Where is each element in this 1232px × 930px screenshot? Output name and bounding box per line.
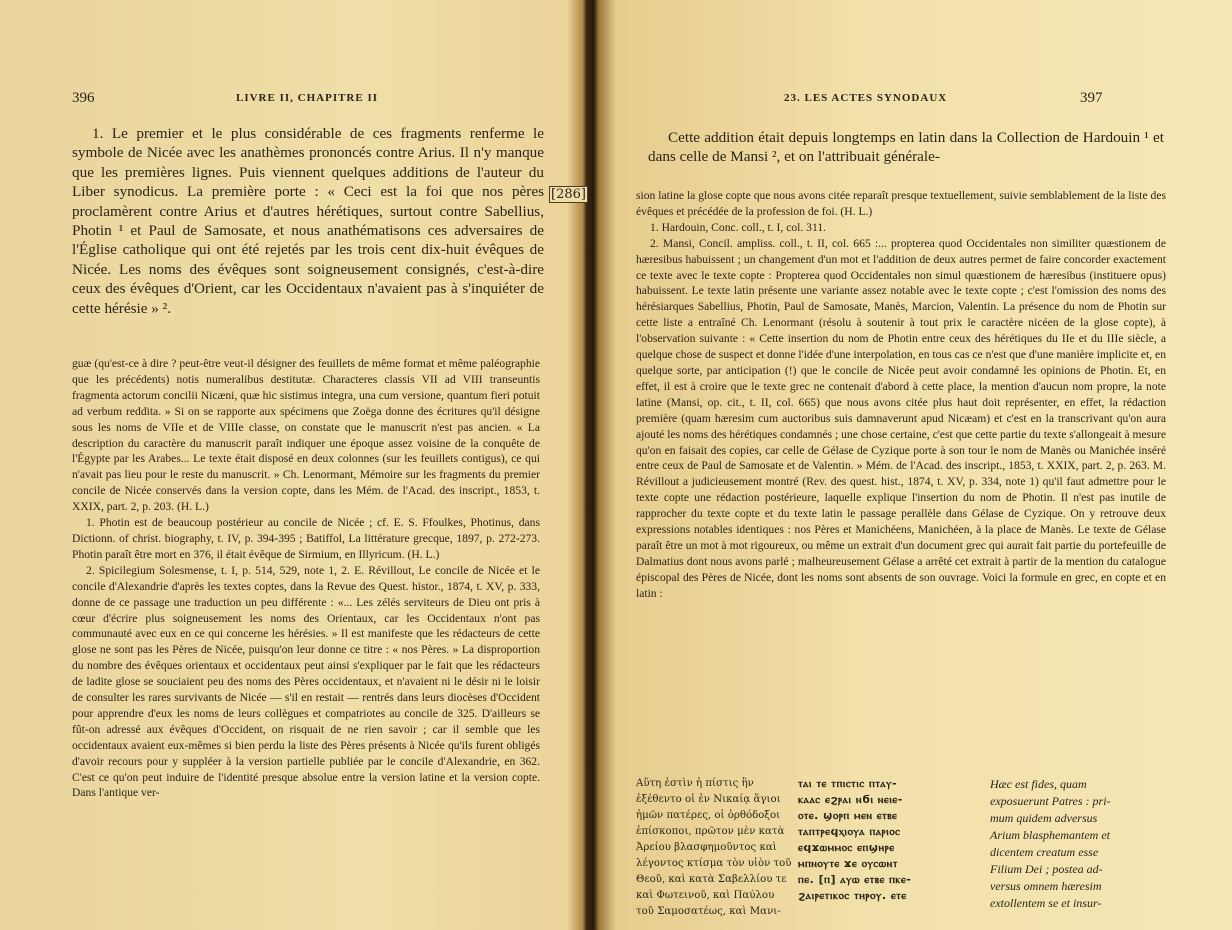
running-head-right: 23. LES ACTES SYNODAUX xyxy=(784,92,948,104)
margin-page-bracket: [286] xyxy=(551,187,586,202)
coptic-line: ϩⲁⲓⲣⲉⲧⲓⲕⲟⲥ ⲧⲏⲣⲟⲩ. ⲉⲧⲉ xyxy=(798,889,907,902)
latin-line: Arium blasphemantem et xyxy=(990,828,1110,842)
main-paragraph-right: Cette addition était depuis longtemps en latin dans la Collection de Hardouin ¹ et dans celle de Mansi ², et on l'attribuait générale- xyxy=(648,129,1164,166)
main-text-left xyxy=(72,124,544,318)
footnotes-left xyxy=(72,356,540,801)
footnotes-right xyxy=(636,188,1166,602)
greek-line: τοῦ Σαμοσατέως, καὶ Μανι- xyxy=(636,906,781,917)
greek-line: ἐξέθεντο οἱ ἐν Νικαίᾳ ἅγιοι xyxy=(636,794,781,805)
footnote-1-left: 1. Photin est de beaucoup postérieur au concile de Nicée ; cf. E. S. Ffoulkes, Photinus, dans Dictionn. of christ. biography, t. IV, p. 394-395 ; Batiffol, La littérature grecque, 1897, p. 272-273. Photin paraît être mort en 376, il était évêque de Sirmium, en Illyricum. (H. L.) xyxy=(72,516,540,561)
footnote-2-left: 2. Spicilegium Solesmense, t. I, p. 514, 529, note 1, 2. E. Révillout, Le concile de Nicée et le concile d'Alexandrie d'après les textes coptes, dans la Revue des Quest. histor., 1874, t. XV, p. 333, donne de ce passage une traduction un peu différente : «... Les zélés serviteurs de Dieu ont pris à cœur d'écrire plus soigneusement les noms des Orientaux, car les Occidentaux n'ont pas communauté avec eux en ce qui concerne les hérésies. » Il est manifeste que les rédacteurs de cette glose ne sont pas les Pères de Nicée, puisqu'on leur donne ce titre : « nos Pères. » La disproportion du nombre des évêques orientaux et occidentaux peut ainsi s'expliquer par le fait que les rédacteurs de ladite glose se souciaient peu des noms des Pères occidentaux, et n'avaient ni le désir ni le loisir de consulter les rares survivants de Nicée — s'il en restait — rentrés dans leurs diocèses d'Occident pour apprendre d'eux les noms de leurs collègues et compatriotes au concile de 325. D'ailleurs se fût-on adressé aux évêques d'Occident, on risquait de ne rien savoir ; car il semble que les occidentaux avaient eux-mêmes si bien perdu la liste des Pères présents à Nicée qu'ils furent obligés d'avoir recours pour y suppléer à la version partielle publiée par le concile d'Alexandrie, en 362. C'est ce qu'on peut induire de l'identité presque absolue entre la version latine et la version copte. Dans l'antique ver- xyxy=(72,563,540,800)
latin-line: Filium Dei ; postea ad- xyxy=(990,862,1103,876)
greek-line: Ἀρείου βλασφημοῦντος καὶ xyxy=(636,842,777,853)
footnote-continuation-right: sion latine la glose copte que nous avons citée reparaît presque textuellement, suivie semblablement de la liste des évêques et précédée de la profession de foi. (H. L.) xyxy=(636,189,1166,218)
footnote-continuation: guæ (qu'est-ce à dire ? peut-être veut-il désigner des feuillets de même format et même paléographie que les précédents) notis numeralibus destitutæ. Characteres classis VII ad VIII transeuntis fragmenta actorum concilii Nicæni, quæ hic sistimus integra, una cum versione, quantum fieri potuit ad verbum reddita. » Si on se rapporte aux spécimens que Zoëga donne des écritures qu'il désigne sous les noms de VIIe et de VIIIe classe, on constate que le manuscrit n'est pas ancien. « La description du caractère du manuscrit paraît indiquer une époque assez voisine de la conquête de l'Égypte par les Arabes... Le texte était disposé en deux colonnes (sur les feuillets contigus), ce qui n'avait pas lieu pour le reste du manuscrit. » Ch. Lenormant, Mémoire sur les fragments du premier concile de Nicée conservés dans la version copte, dans les Mém. de l'Acad. des inscript., 1853, t. XXIX, part. 2, p. 203. (H. L.) xyxy=(72,357,540,514)
greek-line: ἐπίσκοποι, πρῶτον μὲν κατὰ xyxy=(636,826,785,837)
latin-line: exposuerunt Patres : pri- xyxy=(990,794,1111,808)
coptic-line: ⲧⲁⲓ ⲧⲉ ⲧⲡⲓⲥⲧⲓⲥ ⲡⲧⲁⲩ- xyxy=(798,777,898,790)
main-paragraph-left: 1. Le premier et le plus considérable de ces fragments renferme le symbole de Nicée avec les anathèmes prononcés contre Arius. Il n'y manque que les premières lignes. Puis viennent quelques additions de l'auteur du Liber synodicus. La première porte : « Ceci est la foi que nos pères proclamèrent contre Arius et d'autres hérétiques, surtout contre Sabellius, Photin ¹ et Paul de Samosate, et nous anathématisons ces adversaires de l'Église catholique qui ont été rejetés par les trois cent dix-huit évêques de Nicée. Les noms des évêques sont soigneusement consignés, c'est-à-dire ceux des évêques d'Orient, car les Occidentaux n'avaient pas à s'inquiéter de cette hérésie » ². xyxy=(72,125,544,317)
latin-line: dicentem creatum esse xyxy=(990,845,1099,859)
footnote-2-right: 2. Mansi, Concil. ampliss. coll., t. II, col. 665 :... propterea quod Occidentales non similiter quæstionem de hæresibus habuissent ; un changement d'un mot et l'addition de deux autres permet de faire concorder exactement ce texte avec le texte copte : Propterea quod Occidentales non simul quæstionem de hæresibus (instituere opus) habuissent. Le texte latin présente une variante assez notable avec le texte copte ; c'est l'omission des noms des hérésiarques Sabellius, Photin, Paul de Samosate, Manès, Marcion, Valentin. La présence du nom de Photin sur cette liste a entraîné Ch. Lenormant (résolu à soutenir à tout prix le caractère nicéen de la glose copte), à l'observation suivante : « Cette insertion du nom de Photin entre ceux des hérétiques du IIe et du IIIe siècle, a quelque chose de suspect et donne l'idée d'une interpolation, en tous cas ce n'est que d'une manière implicite et, en quelque sorte, par anticipation (!) que le concile de Nicée peut avoir condamné les opinions de Photin. Et, en effet, il est à croire que le texte grec ne contenait d'abord à cette place, la mention d'aucun nom propre, la note latine (Mansi, op. cit., t. II, col. 665) que nous avons citée plus haut doit représenter, en effet, la rédaction première (quam hæresim cum auctoribus suis damnaverunt apud Nicæam) et c'est en la transcrivant qu'on aura ajouté les noms des hérétiques condamnés ; une chose certaine, c'est que cette partie du texte s'allongeait à mesure qu'on en faisait des copies, car celle de Gélase de Cyzique porte à son tour le nom de Manès ou Manichée inséré entre ceux de Paul de Samosate et de Valentin. » Mém. de l'Acad. des inscript., 1853, t. XXIX, part. 2, p. 263. M. Révillout a judicieusement montré (Rev. des quest. hist., 1874, t. XV, p. 334, note 1) qu'il faut admettre pour le texte copte une rédaction postérieure, laquelle explique l'insertion du nom de Photin. Il n'est pas inutile de rapprocher du texte copte et du texte latin le passage perallèle dans Gélase de Cyzique. On y retrouve deux expressions notables identiques : nos Pères et Manichéens, Manichéen, à la place de Manès. Le texte de Gélase paraît être un mot à mot rigoureux, ou même un extrait d'un document grec qui aurait fait partie du portefeuille de Dalmatius dont nous avons parlé ; malheureusement Gélase a arrêté cet extrait à partir de la mention du catalogue épiscopal des Pères de Nicée, dont les noms sont absents de son ouvrage. Voici la formule en grec, en copte et en latin : xyxy=(636,236,1166,600)
coptic-line: ⲡⲉ. [ⲡ] ⲁⲩⲱ ⲉⲧⲃⲉ ⲡⲕⲉ- xyxy=(798,873,912,886)
page-number-right: 397 xyxy=(1080,90,1103,106)
running-head-left: LIVRE II, CHAPITRE II xyxy=(236,92,379,104)
right-page xyxy=(596,0,1232,930)
page-number-left: 396 xyxy=(72,90,95,106)
coptic-line: ⲕⲁⲁⲥ ⲉϩⲣⲁⲓ ⲛϭⲓ ⲛⲉⲓⲉ- xyxy=(798,793,903,806)
parallel-text-columns xyxy=(636,776,1166,916)
greek-line: Θεοῦ, καὶ κατὰ Σαβελλίου τε xyxy=(636,874,787,885)
footnote-1-right: 1. Hardouin, Conc. coll., t. I, col. 311. xyxy=(650,220,827,234)
coptic-line: ⲉϥϫⲱⲙⲙⲟⲥ ⲉⲡϣⲏⲣⲉ xyxy=(798,841,895,854)
coptic-line: ⲙⲡⲛⲟⲩⲧⲉ ϫⲉ ⲟⲩⲥⲱⲛⲧ xyxy=(798,857,899,870)
latin-line: Hæc est fides, quam xyxy=(990,777,1087,791)
coptic-column xyxy=(798,776,974,904)
main-text-right xyxy=(648,128,1164,167)
left-page xyxy=(0,0,572,930)
greek-line: λέγοντος κτίσμα τὸν υἱὸν τοῦ xyxy=(636,858,792,869)
coptic-line: ⲟⲧⲉ. ϣⲟⲣⲡ ⲙⲉⲛ ⲉⲧⲃⲉ xyxy=(798,809,898,822)
greek-column xyxy=(636,776,792,920)
latin-line: extollentem se et insur- xyxy=(990,896,1102,910)
greek-line: ἡμῶν πατέρες, οἱ ὀρθόδοξοι xyxy=(636,810,781,821)
coptic-line: ⲧⲁⲡⲧⲣⲉϥⲭⲓⲟⲩⲁ ⲡⲁⲣⲓⲟⲥ xyxy=(798,825,901,838)
greek-line: Αὕτη ἐστὶν ἡ πίστις ἣν xyxy=(636,778,754,789)
greek-line: καὶ Φωτεινοῦ, καὶ Παύλου xyxy=(636,890,775,901)
latin-column xyxy=(990,776,1166,912)
latin-line: versus omnem hæresim xyxy=(990,879,1102,893)
latin-line: mum quidem adversus xyxy=(990,811,1098,825)
